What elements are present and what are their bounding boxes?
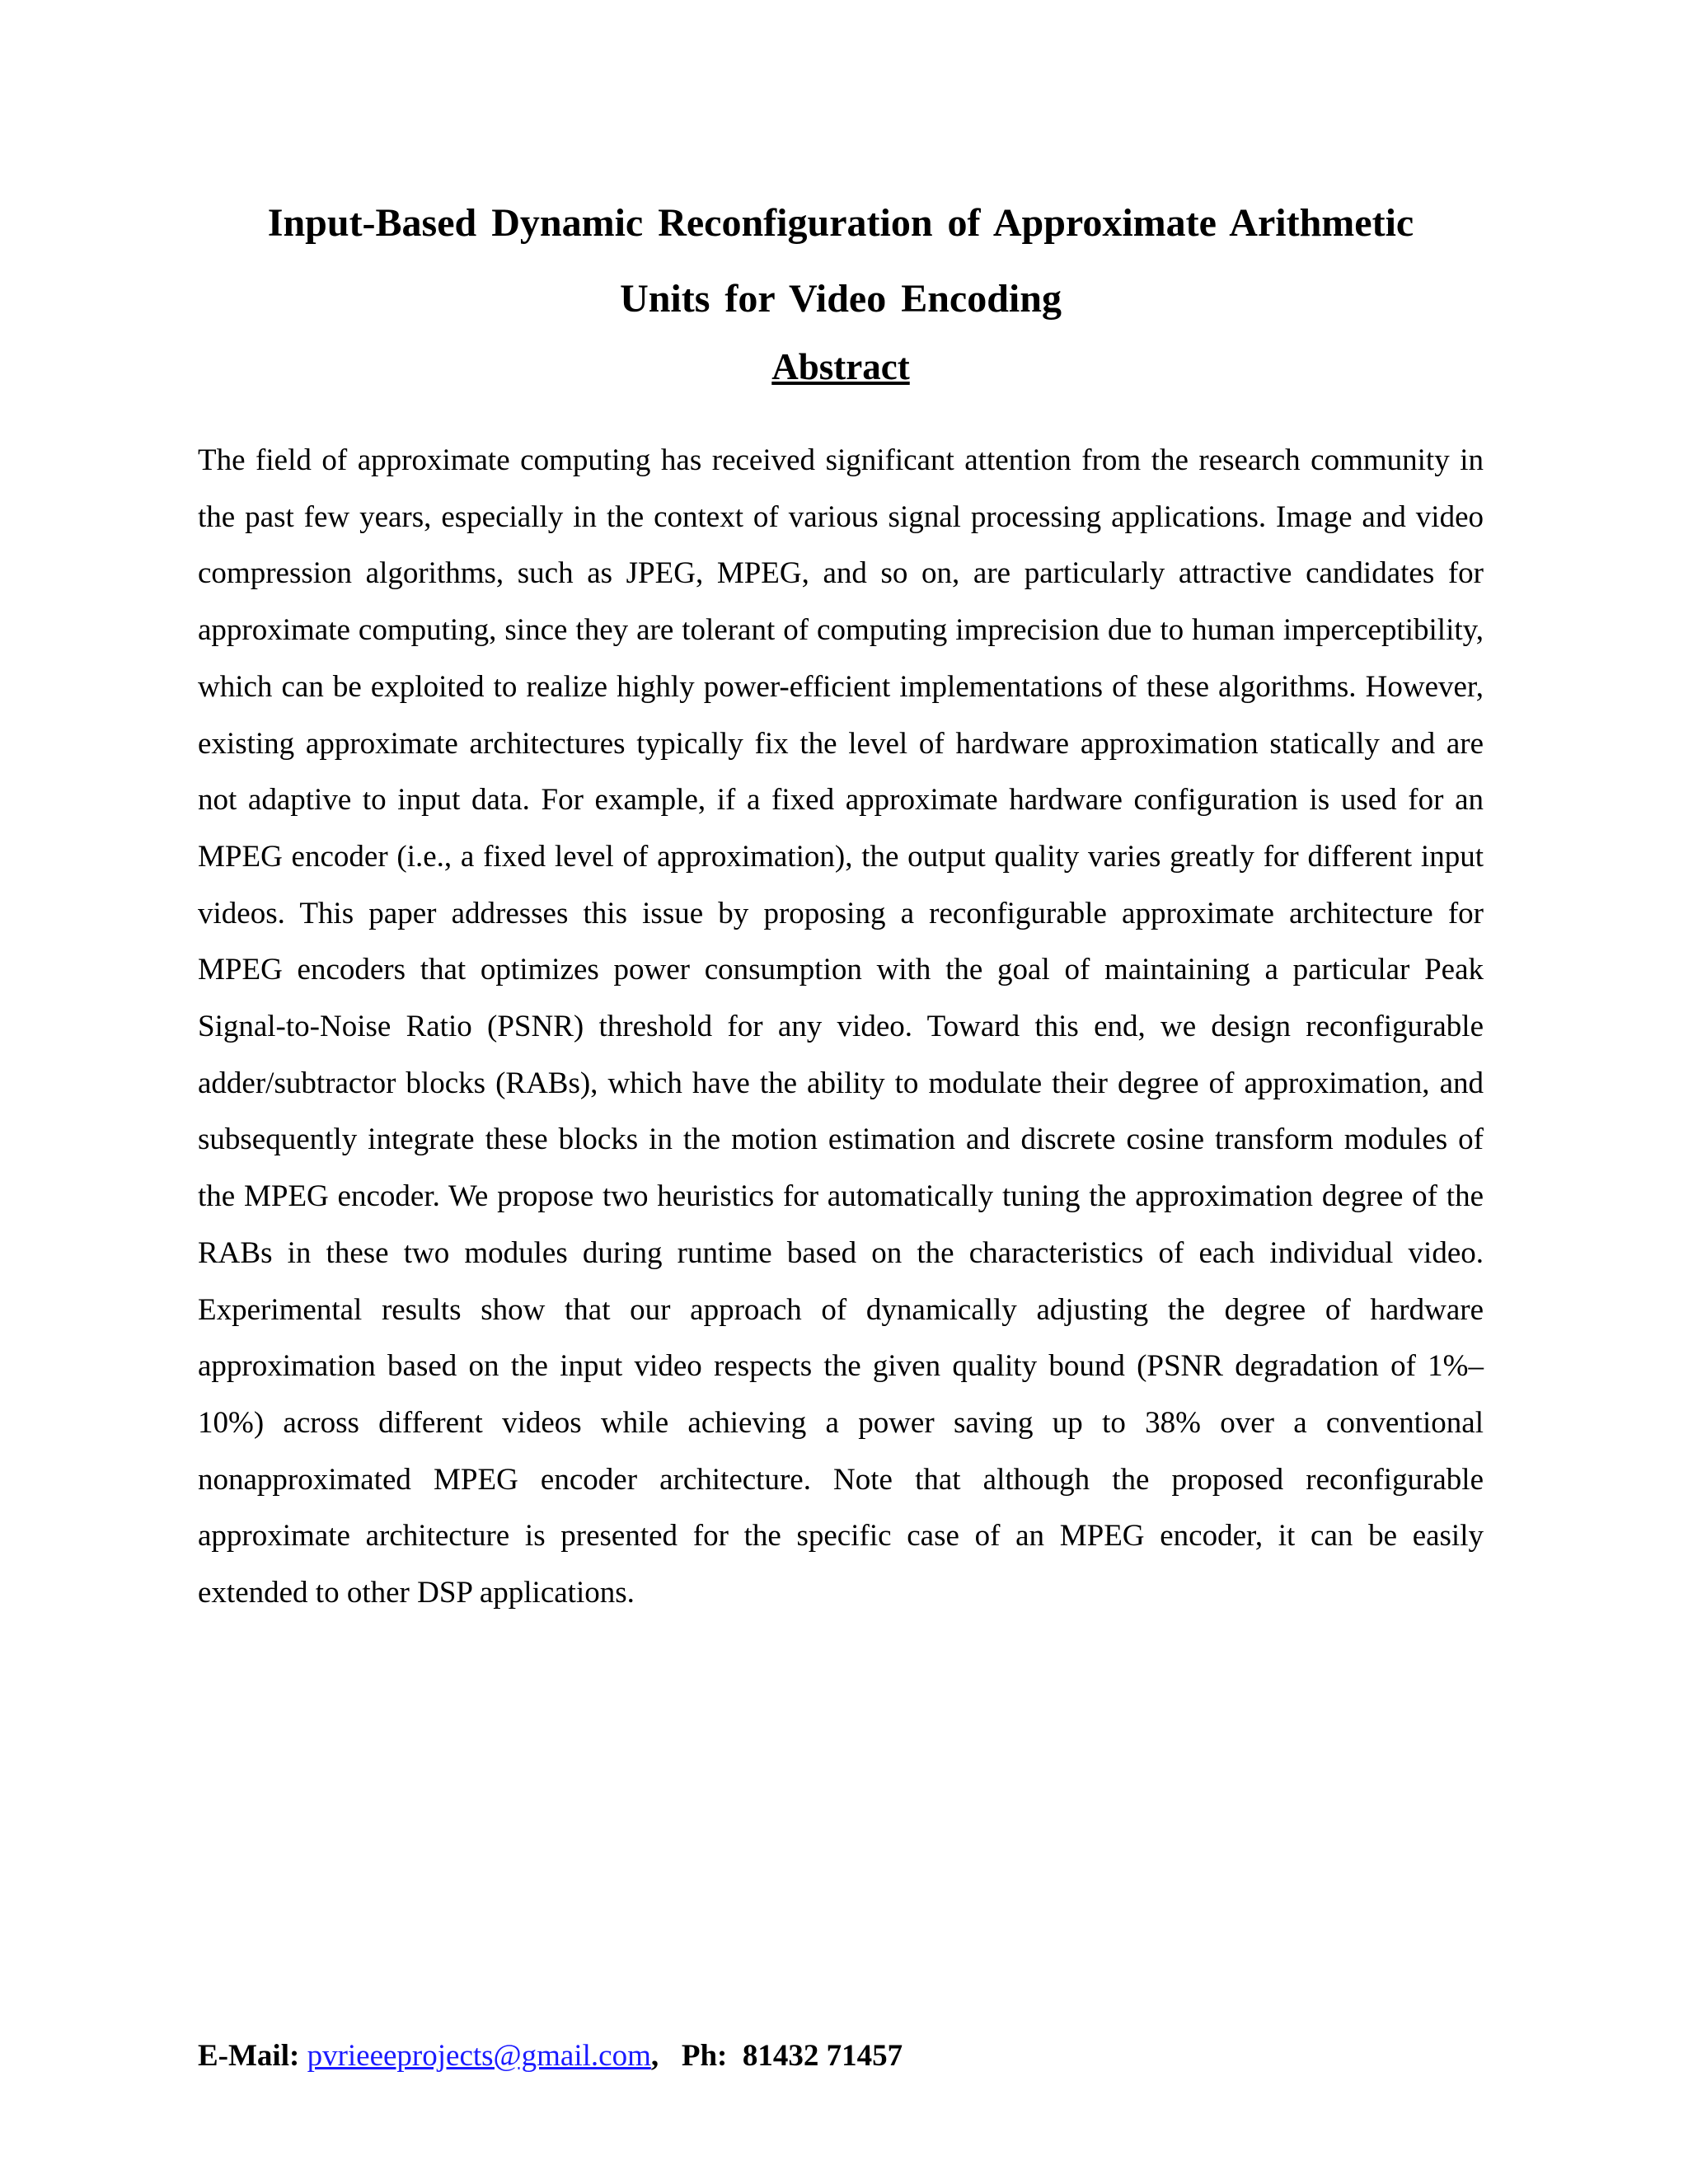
contact-footer xyxy=(198,2036,1484,2077)
email-label: E-Mail: xyxy=(198,2039,300,2073)
abstract-body: The field of approximate computing has received significant attention from the research community in the past few years, especially in the context of various signal processing applications. Image and video compression algorithms, such as JPEG, MPEG, and so on, are particularly attractive candidates for approximate computing, since they are tolerant of computing imprecision due to human imperceptibility, which can be exploited to realize highly power-efficient implementations of these algorithms. However, existing approximate architectures typically fix the level of hardware approximation statically and are not adaptive to input data. For example, if a fixed approximate hardware configuration is used for an MPEG encoder (i.e., a fixed level of approximation), the output quality varies greatly for different input videos. This paper addresses this issue by proposing a reconfigurable approximate architecture for MPEG encoders that optimizes power consumption with the goal of maintaining a particular Peak Signal-to-Noise Ratio (PSNR) threshold for any video. Toward this end, we design reconfigurable adder/subtractor blocks (RABs), which have the ability to modulate their degree of approximation, and subsequently integrate these blocks in the motion estimation and discrete cosine transform modules of the MPEG encoder. We propose two heuristics for automatically tuning the approximation degree of the RABs in these two modules during runtime based on the characteristics of each individual video. Experimental results show that our approach of dynamically adjusting the degree of hardware approximation based on the input video respects the given quality bound (PSNR degradation of 1%–10%) across different videos while achieving a power saving up to 38% over a conventional nonapproximated MPEG encoder architecture. Note that although the proposed reconfigurable approximate architecture is presented for the specific case of an MPEG encoder, it can be easily extended to other DSP applications. xyxy=(198,443,1484,1610)
abstract-heading: Abstract xyxy=(771,346,910,387)
paper-title xyxy=(198,185,1484,337)
paper-title-line-2: Units for Video Encoding xyxy=(620,277,1062,321)
footer-separator: , xyxy=(650,2039,659,2073)
phone-number: 81432 71457 xyxy=(742,2039,903,2073)
paper-title-line-1: Input-Based Dynamic Reconfiguration of Approximate Arithmetic xyxy=(267,201,1414,245)
phone-label: Ph: xyxy=(681,2039,728,2073)
email-link[interactable]: pvrieeeprojects@gmail.com xyxy=(307,2039,651,2073)
